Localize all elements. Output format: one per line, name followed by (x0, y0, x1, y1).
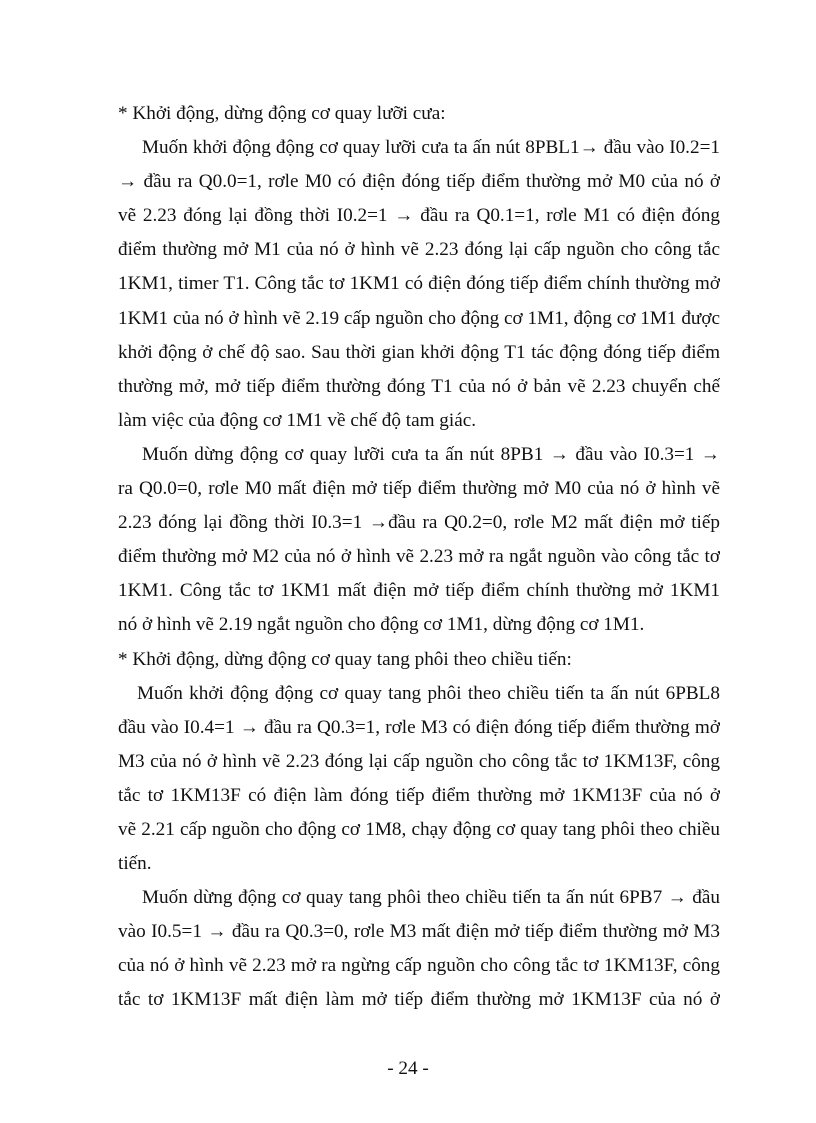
text-line: làm việc của động cơ 1M1 về chế độ tam giác. (118, 409, 477, 431)
text-line: ra Q0.0=0, rơle M0 mất điện mở tiếp điểm thường mở M0 của nó ở hình vẽ (118, 478, 720, 500)
body-text (118, 97, 720, 1018)
text-line: tiến. (118, 853, 152, 875)
text-line: 1KM1, timer T1. Công tắc tơ 1KM1 có điện đóng tiếp điểm chính thường mở (118, 273, 720, 295)
text-line: điểm thường mở M2 của nó ở hình vẽ 2.23 mở ra ngắt nguồn vào công tắc tơ (118, 546, 720, 568)
text-line: 1KM1. Công tắc tơ 1KM1 mất điện mở tiếp điểm chính thường mở 1KM1 (118, 580, 720, 602)
text-line: vẽ 2.23 đóng lại đồng thời I0.2=1 → đầu ra Q0.1=1, rơle M1 có điện đóng (118, 205, 720, 227)
text-line: Muốn khởi động động cơ quay tang phôi theo chiều tiến ta ấn nút 6PBL8 (137, 682, 720, 704)
text-line: khởi động ở chế độ sao. Sau thời gian khởi động T1 tác động đóng tiếp điểm (118, 341, 720, 363)
section-heading-saw-motor: * Khởi động, dừng động cơ quay lưỡi cưa: (118, 103, 446, 124)
text-line: điểm thường mở M1 của nó ở hình vẽ 2.23 đóng lại cấp nguồn cho công tắc (118, 239, 720, 261)
text-line: Muốn dừng động cơ quay lưỡi cưa ta ấn nút 8PB1 → đầu vào I0.3=1 → (142, 443, 720, 465)
text-line: vẽ 2.21 cấp nguồn cho động cơ 1M8, chạy động cơ quay tang phôi theo chiều (118, 818, 720, 840)
text-line: nó ở hình vẽ 2.19 ngắt nguồn cho động cơ 1M1, dừng động cơ 1M1. (118, 614, 645, 636)
text-line: M3 của nó ở hình vẽ 2.23 đóng lại cấp nguồn cho công tắc tơ 1KM13F, công (118, 750, 720, 772)
text-line: → đầu ra Q0.0=1, rơle M0 có điện đóng tiếp điểm thường mở M0 của nó ở (118, 171, 720, 193)
text-line: tắc tơ 1KM13F mất điện làm mở tiếp điểm thường mở 1KM13F của nó ở (118, 989, 720, 1011)
text-line: vào I0.5=1 → đầu ra Q0.3=0, rơle M3 mất điện mở tiếp điểm thường mở M3 (118, 921, 720, 943)
text-line: thường mở, mở tiếp điểm thường đóng T1 của nó ở bản vẽ 2.23 chuyển chế (118, 375, 720, 397)
text-line: của nó ở hình vẽ 2.23 mở ra ngừng cấp nguồn cho công tắc tơ 1KM13F, công (118, 955, 720, 977)
text-line: tắc tơ 1KM13F có điện làm đóng tiếp điểm thường mở 1KM13F của nó ở (118, 784, 720, 806)
text-line: 1KM1 của nó ở hình vẽ 2.19 cấp nguồn cho động cơ 1M1, động cơ 1M1 được (118, 307, 720, 329)
text-line: 2.23 đóng lại đồng thời I0.3=1 →đầu ra Q0.2=0, rơle M2 mất điện mở tiếp (118, 512, 720, 534)
text-line: Muốn khởi động động cơ quay lưỡi cưa ta ấn nút 8PBL1→ đầu vào I0.2=1 (142, 137, 720, 159)
text-line: đầu vào I0.4=1 → đầu ra Q0.3=1, rơle M3 có điện đóng tiếp điểm thường mở (118, 716, 720, 738)
text-line: Muốn dừng động cơ quay tang phôi theo chiều tiến ta ấn nút 6PB7 → đầu (142, 887, 720, 909)
page-number: - 24 - (387, 1058, 429, 1079)
section-heading-drum-motor: * Khởi động, dừng động cơ quay tang phôi theo chiều tiến: (118, 648, 572, 670)
